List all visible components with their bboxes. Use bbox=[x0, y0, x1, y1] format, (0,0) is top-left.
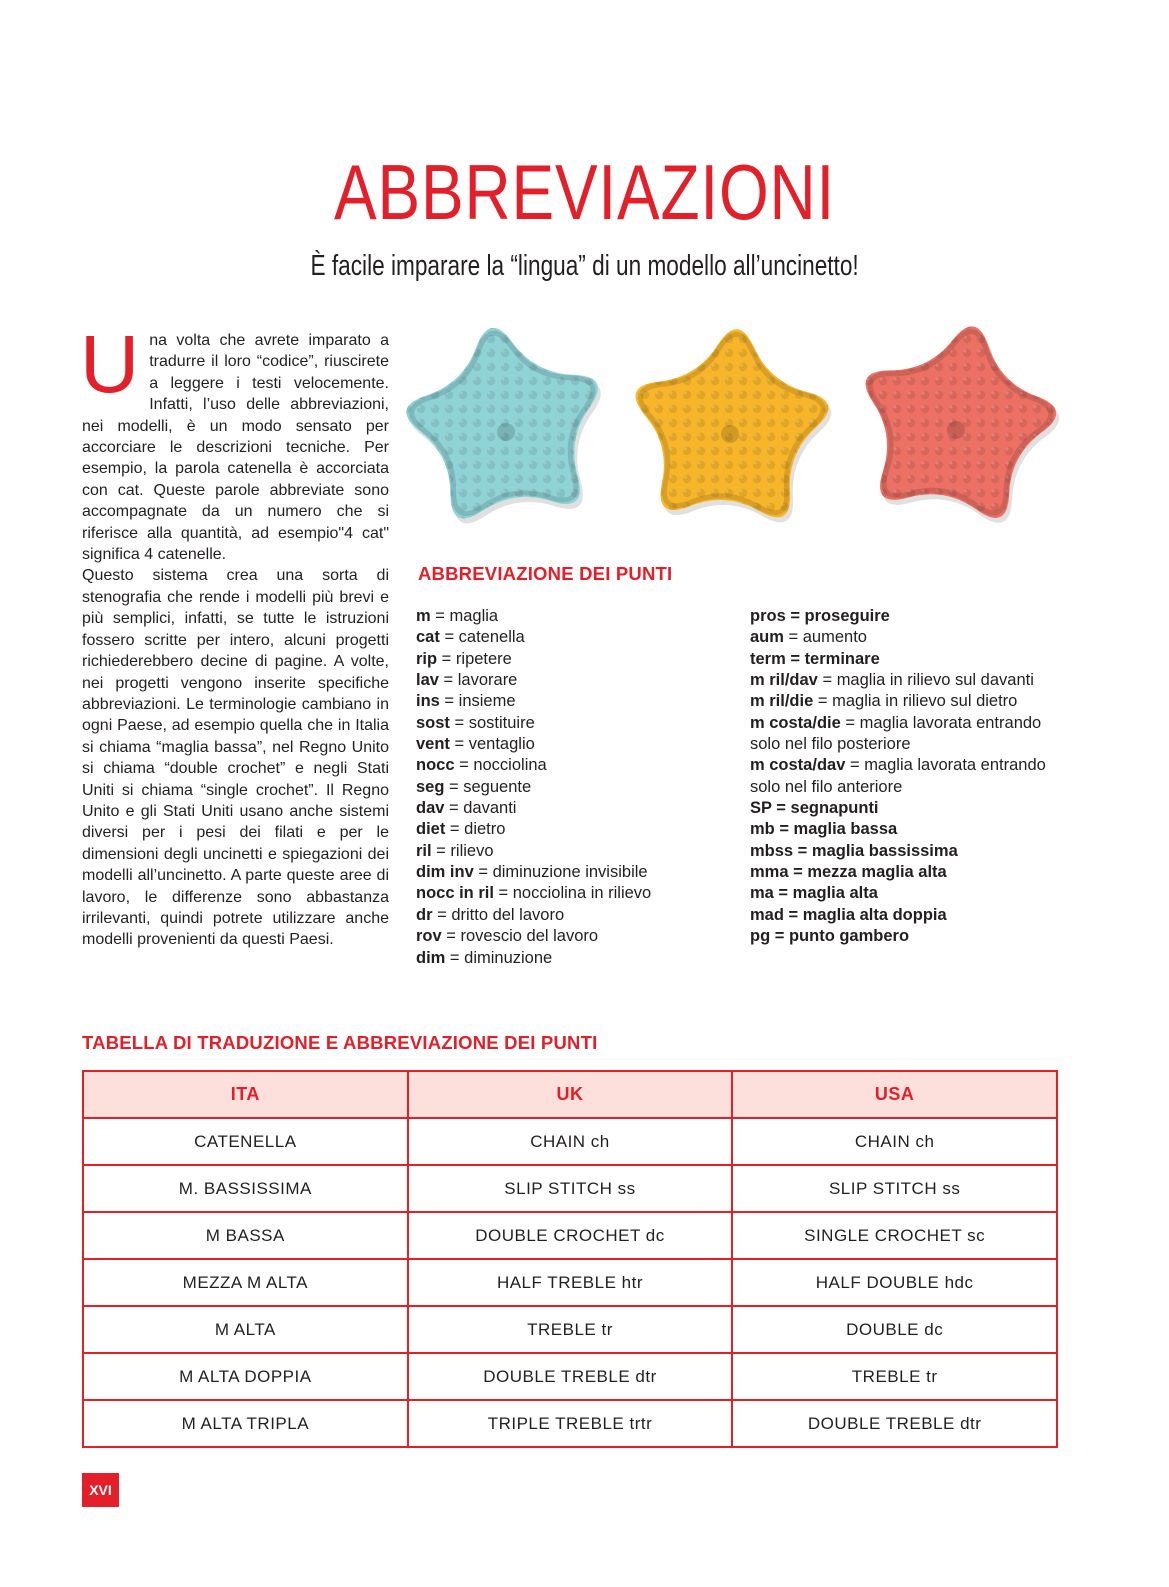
abbreviation-entry bbox=[750, 926, 1050, 947]
abbreviation-separator: = bbox=[439, 628, 459, 647]
abbreviation-term: pros = proseguire bbox=[750, 607, 890, 625]
abbreviation-separator: = bbox=[431, 841, 451, 860]
abbreviation-entry bbox=[416, 819, 736, 840]
abbreviation-term: dr bbox=[416, 905, 433, 924]
abbreviation-entry bbox=[416, 905, 736, 926]
abbreviation-meaning: ripetere bbox=[455, 649, 512, 668]
abbreviation-term: SP = segnapunti bbox=[750, 799, 879, 818]
abbreviation-entry bbox=[750, 841, 1050, 862]
table-cell-ita: MEZZA M ALTA bbox=[83, 1259, 408, 1306]
abbreviation-term: mbss = maglia bassissima bbox=[750, 841, 958, 860]
abbreviation-term: m costa/die bbox=[750, 713, 841, 732]
abbreviation-meaning: maglia bbox=[449, 607, 499, 625]
abbreviation-entry bbox=[750, 713, 1050, 756]
abbreviation-separator: = bbox=[840, 713, 860, 732]
abbreviation-meaning: rilievo bbox=[450, 841, 494, 860]
table-header-row bbox=[83, 1071, 1057, 1118]
abbreviation-meaning: seguente bbox=[463, 777, 532, 796]
abbreviation-meaning: maglia in rilievo sul davanti bbox=[836, 671, 1034, 690]
translation-table bbox=[82, 1070, 1058, 1448]
abbreviation-separator: = bbox=[817, 671, 837, 690]
abbreviation-term: m ril/die bbox=[750, 692, 814, 711]
abbreviation-term: nocc in ril bbox=[416, 884, 494, 903]
abbreviation-separator: = bbox=[493, 884, 513, 903]
table-cell-usa: TREBLE tr bbox=[732, 1353, 1057, 1400]
page-subtitle: È facile imparare la “lingua” di un modello all’uncinetto! bbox=[310, 250, 859, 282]
table-cell-ita: CATENELLA bbox=[83, 1118, 408, 1165]
abbreviation-term: diet bbox=[416, 820, 446, 839]
abbreviation-separator: = bbox=[439, 692, 459, 711]
abbreviation-separator: = bbox=[441, 927, 461, 946]
intro-paragraph-2: Questo sistema crea una sorta di stenografia che rende i modelli più brevi e più semplici, infatti, se tutte le istruzioni fossero scritte per intero, alcuni progetti richiederebbero decine di pagine. A volte, nei progetti vengono inserite specifiche abbreviazioni. Le terminologie cambiano in ogni Paese, ad esempio quella che in Italia si chiama “maglia bassa”, nel Regno Unito si chiama “double crochet” e negli Stati Uniti si chiama “single crochet”. Il Regno Unito e gli Stati Uniti usano anche sistemi diversi per i pesi dei filati e per le dimensioni degli uncinetti e spiegazioni dei modelli all’uncinetto. A parte queste aree di lavoro, le differenze sono abbastanza irrilevanti, quindi potrete utilizzare anche modelli provenienti da questi Paesi. bbox=[82, 567, 389, 949]
table-cell-ita: M ALTA TRIPLA bbox=[83, 1400, 408, 1447]
abbreviation-meaning: davanti bbox=[463, 799, 517, 818]
abbreviation-term: m bbox=[416, 607, 431, 625]
abbreviation-term: ma = maglia alta bbox=[750, 884, 878, 903]
abbreviation-term: lav bbox=[416, 671, 439, 690]
abbreviation-entry bbox=[416, 798, 736, 819]
abbreviation-meaning: nocciolina bbox=[473, 756, 547, 775]
page-number: XVI bbox=[82, 1473, 119, 1507]
abbreviation-entry bbox=[416, 755, 736, 776]
coral-star-icon bbox=[866, 326, 1060, 523]
abbreviation-term: ins bbox=[416, 692, 440, 711]
table-row bbox=[83, 1165, 1057, 1212]
abbreviation-entry bbox=[416, 883, 736, 904]
abbreviation-term: dim bbox=[416, 948, 446, 967]
abbreviation-entry bbox=[750, 606, 1050, 627]
abbreviation-term: vent bbox=[416, 735, 450, 754]
table-row bbox=[83, 1212, 1057, 1259]
table-cell-ita: M. BASSISSIMA bbox=[83, 1165, 408, 1212]
crochet-stars-image bbox=[400, 318, 1065, 528]
table-cell-ita: M ALTA DOPPIA bbox=[83, 1353, 408, 1400]
table-cell-ita: M ALTA bbox=[83, 1306, 408, 1353]
abbreviation-meaning: lavorare bbox=[457, 671, 518, 690]
abbreviation-entry bbox=[750, 627, 1050, 648]
abbreviation-separator: = bbox=[445, 820, 465, 839]
abbreviation-entry bbox=[750, 670, 1050, 691]
abbreviation-meaning: nocciolina in rilievo bbox=[512, 884, 652, 903]
abbreviation-meaning: maglia lavorata entrando solo nel filo anteriore bbox=[750, 756, 1046, 796]
abbreviation-term: seg bbox=[416, 777, 445, 796]
abbreviation-entry bbox=[750, 755, 1050, 798]
abbreviation-separator: = bbox=[813, 692, 833, 711]
page-title: ABBREVIAZIONI bbox=[334, 148, 836, 236]
abbreviation-term: m ril/dav bbox=[750, 671, 818, 690]
table-cell-uk: HALF TREBLE htr bbox=[408, 1259, 733, 1306]
yellow-star-icon bbox=[636, 329, 832, 522]
abbreviation-meaning: catenella bbox=[458, 628, 525, 647]
column-header-ita: ITA bbox=[83, 1071, 408, 1118]
abbreviation-entry bbox=[750, 862, 1050, 883]
abbreviation-term: dav bbox=[416, 799, 445, 818]
abbreviation-meaning: ventaglio bbox=[468, 735, 535, 754]
abbreviation-term: cat bbox=[416, 628, 440, 647]
intro-paragraph-1: na volta che avrete imparato a tradurre il loro “codice”, riuscirete a leggere i testi velocemente. Infatti, l’uso delle abbreviazioni, nei modelli, è un modo sensato per accorciare le descrizioni tecniche. Per esempio, la parola catenella è accorciata con cat. Queste parole abbreviate sono accompagnate da un numero che si riferisce alla quantità, ad esempio"4 cat" significa 4 catenelle. bbox=[82, 332, 389, 564]
table-cell-ita: M BASSA bbox=[83, 1212, 408, 1259]
abbreviation-meaning: diminuzione bbox=[464, 948, 553, 967]
abbreviation-term: ril bbox=[416, 841, 432, 860]
abbreviation-entry bbox=[416, 841, 736, 862]
abbreviation-meaning: dietro bbox=[464, 820, 506, 839]
abbreviation-separator: = bbox=[437, 649, 456, 668]
abbreviation-entry bbox=[750, 691, 1050, 712]
abbreviation-entry bbox=[750, 883, 1050, 904]
abbreviation-separator: = bbox=[438, 671, 458, 690]
abbreviation-separator: = bbox=[449, 713, 469, 732]
abbreviation-term: m costa/dav bbox=[750, 756, 846, 775]
abbreviation-entry bbox=[416, 649, 736, 670]
abbreviation-entry bbox=[750, 905, 1050, 926]
column-header-uk: UK bbox=[408, 1071, 733, 1118]
table-row bbox=[83, 1118, 1057, 1165]
table-cell-uk: TREBLE tr bbox=[408, 1306, 733, 1353]
table-cell-usa: CHAIN ch bbox=[732, 1118, 1057, 1165]
abbreviation-meaning: maglia in rilievo sul dietro bbox=[832, 692, 1018, 711]
column-header-usa: USA bbox=[732, 1071, 1057, 1118]
abbreviation-separator: = bbox=[444, 777, 464, 796]
abbreviation-term: rov bbox=[416, 927, 442, 946]
abbreviation-meaning: rovescio del lavoro bbox=[460, 927, 599, 946]
abbreviation-separator: = bbox=[449, 735, 469, 754]
abbreviation-term: aum bbox=[750, 628, 784, 647]
abbreviation-term: nocc bbox=[416, 756, 455, 775]
table-row bbox=[83, 1400, 1057, 1447]
abbreviation-entry bbox=[416, 862, 736, 883]
table-cell-uk: SLIP STITCH ss bbox=[408, 1165, 733, 1212]
table-cell-usa: SLIP STITCH ss bbox=[732, 1165, 1057, 1212]
abbreviation-term: term = terminare bbox=[750, 649, 880, 668]
abbreviation-separator: = bbox=[454, 756, 474, 775]
abbreviation-separator: = bbox=[783, 628, 803, 647]
abbreviation-term: rip bbox=[416, 649, 438, 668]
abbreviation-separator: = bbox=[445, 948, 465, 967]
abbreviation-entry bbox=[416, 734, 736, 755]
abbreviation-meaning: aumento bbox=[802, 628, 867, 647]
abbreviation-entry bbox=[750, 819, 1050, 840]
abbreviation-term: mma = mezza maglia alta bbox=[750, 863, 947, 882]
translation-table-heading: TABELLA DI TRADUZIONE E ABBREVIAZIONE DEI PUNTI bbox=[82, 1032, 598, 1053]
abbreviation-separator: = bbox=[430, 607, 450, 625]
table-cell-uk: DOUBLE TREBLE dtr bbox=[408, 1353, 733, 1400]
abbreviation-entry bbox=[750, 649, 1050, 670]
table-cell-uk: DOUBLE CROCHET dc bbox=[408, 1212, 733, 1259]
table-row bbox=[83, 1306, 1057, 1353]
dropcap: U bbox=[80, 319, 140, 410]
abbreviation-term: mad = maglia alta doppia bbox=[750, 905, 947, 924]
abbreviation-entry bbox=[416, 670, 736, 691]
abbreviation-meaning: maglia lavorata entrando solo nel filo posteriore bbox=[750, 713, 1042, 754]
abbreviations-heading: ABBREVIAZIONE DEI PUNTI bbox=[418, 563, 673, 584]
intro-text bbox=[80, 319, 389, 951]
abbreviation-entry bbox=[416, 713, 736, 734]
table-cell-uk: TRIPLE TREBLE trtr bbox=[408, 1400, 733, 1447]
abbreviation-entry bbox=[416, 926, 736, 947]
table-row bbox=[83, 1353, 1057, 1400]
abbreviation-term: sost bbox=[416, 713, 450, 732]
abbreviation-term: pg = punto gambero bbox=[750, 927, 910, 946]
abbreviation-meaning: sostituire bbox=[468, 713, 535, 732]
abbreviation-meaning: dritto del lavoro bbox=[451, 905, 565, 924]
abbreviation-meaning: diminuzione invisibile bbox=[492, 863, 648, 882]
abbreviation-separator: = bbox=[444, 799, 464, 818]
table-cell-usa: DOUBLE dc bbox=[732, 1306, 1057, 1353]
table-cell-usa: SINGLE CROCHET sc bbox=[732, 1212, 1057, 1259]
abbreviation-separator: = bbox=[432, 905, 452, 924]
abbreviations-right-column bbox=[750, 606, 1050, 948]
abbreviation-meaning: insieme bbox=[458, 692, 516, 711]
table-row bbox=[83, 1259, 1057, 1306]
abbreviation-separator: = bbox=[845, 756, 865, 775]
abbreviation-entry bbox=[416, 948, 736, 969]
abbreviations-left-column bbox=[416, 606, 736, 969]
table-cell-uk: CHAIN ch bbox=[408, 1118, 733, 1165]
abbreviation-entry bbox=[416, 606, 736, 627]
table-cell-usa: HALF DOUBLE hdc bbox=[732, 1259, 1057, 1306]
abbreviation-entry bbox=[416, 777, 736, 798]
table-cell-usa: DOUBLE TREBLE dtr bbox=[732, 1400, 1057, 1447]
abbreviation-separator: = bbox=[473, 863, 493, 882]
abbreviation-term: dim inv bbox=[416, 863, 474, 882]
abbreviation-entry bbox=[416, 691, 736, 712]
abbreviation-entry bbox=[750, 798, 1050, 819]
blue-star-icon bbox=[406, 328, 601, 524]
abbreviation-term: mb = maglia bassa bbox=[750, 820, 898, 839]
abbreviation-entry bbox=[416, 627, 736, 648]
